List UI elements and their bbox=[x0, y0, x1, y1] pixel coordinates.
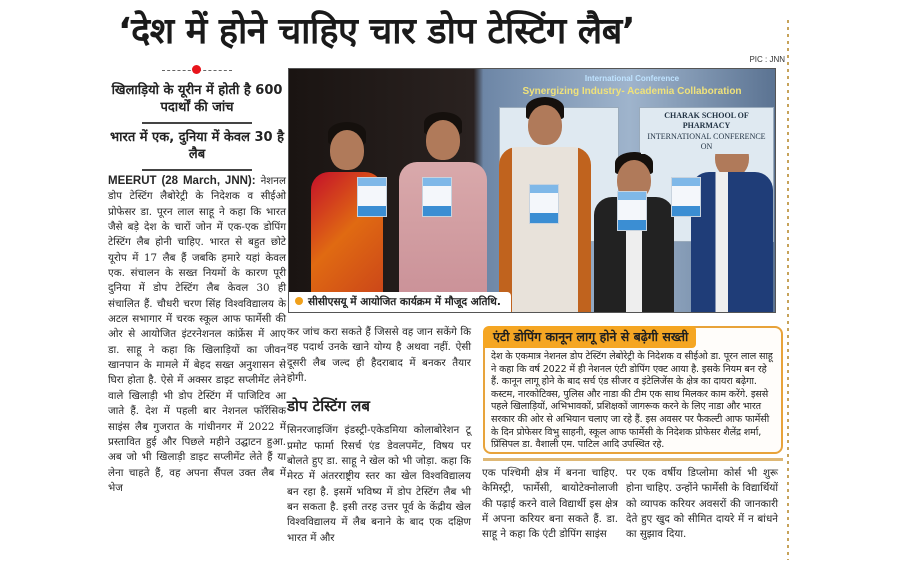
column-edge-rule bbox=[787, 20, 789, 560]
photo-board-label bbox=[641, 109, 772, 154]
left-body-text: नेशनल डोप टेस्टिंग लैबोरेट्री के निदेशक व सीईओ प्रोफेसर डा. पूरन लाल साहू ने कहा कि भारत जैसे बड़े देश के चारों जोन में एक-एक डोपिंग टेस्टिंग लैब होनी चाहिए. भारत से बहुत छोटे यूरोप में 17 लैब हैं जबकि हमारे यहां केवल एक. संचालन के सख्त नियमों के कारण पूरी दुनिया में डोप टेस्टिंग लैब केवल 30 ही संचालित हैं. चौधरी चरण सिंह विश्वविद्यालय के अटल सभागार में चरक स्कूल आफ फार्मेसी की ओर से आयोजित इंटरनेशनल कांफ्रेंस में आए डा. साहू ने कहा कि खिलाड़ियों का जीवन खानपान के मामले में बेहद सख्त अनुशासन से घिरा होता है. ऐसे में अक्सर डाइट सप्लीमेंट लेने वाले खिलाड़ी भी डोप टेस्टिंग में पाजिटिव आ जाते हैं. देश में पहली बार नेशनल फॉरेंसिक साइंस लैब गुजरात के गांधीनगर में 2022 में प्रस्तावित हुई और पिछले महीने उद्घाटन हुआ. अब जो भी खिलाड़ी डाइट सप्लीमेंट लेते हैं या लेना चाहते हैं, वह अपना सैंपल उक्त लैब में भेज bbox=[108, 175, 286, 494]
box-text: देश के एकमात्र नेशनल डोप टेस्टिंग लेबोरेट्री के निदेशक व सीईओ डा. पूरन लाल साहू ने कहा कि वर्ष 2022 में ही नेशनल एंटी डोपिंग एक्ट आया है. इसके नियम बन रहे हैं. कानून लागू होने के बाद सर्च एंड सीजर व इंटेलिजेंस के क्षेत्र का दायरा बढ़ेगा. कस्टम, नारकोटिक्स, पुलिस और नाडा की टीम एक साथ मिलकर काम करेंगे. इससे पहले खिलाड़ियों, अभिभावकों, प्रशिक्षकों जागरूक करने के लिए नाडा और भारत सरकार की ओर से अभियान चलाए जा रहे हैं. इस अवसर पर फैकल्टी आफ फार्मेसी के दिन प्रोफेसर विभु साहनी, स्कूल आफ फार्मेसी के निदेशक प्रोफेसर शैलेंद्र शर्मा, प्रिंसिपल डा. वैशाली एम. पाटिल आदि उपस्थित रहे. bbox=[491, 351, 773, 451]
highlight-1: खिलाड़ियो के यूरीन में होती है 600 पदार्थों की जांच bbox=[111, 83, 283, 115]
person-5 bbox=[691, 127, 773, 312]
person-4 bbox=[594, 152, 674, 312]
middle-column bbox=[287, 325, 471, 546]
photo-credit: PIC : JNN bbox=[749, 55, 785, 64]
event-photo bbox=[288, 68, 776, 313]
middle-body-2: सिनरजाइजिंग इंडस्ट्री-एकेडमिया कोलाबोरेशन टू प्रमोट फार्मा रिसर्च एंड डेवलपमेंट, विषय पर बोलते हुए डा. साहू ने खेल को भी जोड़ा. कहा कि मेरठ में अंतरराष्ट्रीय स्तर का खेल विश्वविद्यालय बन रहा है. इसमें भविष्य में डोप टेस्टिंग लैब भी बन सकता है. इसी तरह उत्तर पूर्व के केंद्रीय खेल विश्वविद्यालय में लैब बनाने के बाद एक दक्षिण भारत में और bbox=[287, 424, 471, 544]
middle-body-1: कर जांच करा सकते हैं जिससे वह जान सकेंगे कि वह पदार्थ उनके खाने योग्य है अथवा नहीं. ऐसी दूसरी लैब जल्द ही हैदराबाद में बनकर तैयार होगी. bbox=[287, 326, 471, 385]
box-bottom-rule bbox=[483, 458, 783, 461]
bottom-column-a: एक पश्चिमी क्षेत्र में बनना चाहिए. केमिस्ट्री, फार्मेसी, बायोटेक्नोलाजी की पढ़ाई करने वाले विद्यार्थी इस क्षेत्र में अपना करियर बना सकते हैं. डा. साहू ने कहा कि एंटी डोपिंग साइंस bbox=[482, 467, 618, 541]
highlight-rule bbox=[142, 122, 252, 124]
sidebar-box bbox=[483, 326, 783, 454]
person-1 bbox=[311, 122, 383, 312]
highlight-2: भारत में एक, दुनिया में केवल 30 है लैब bbox=[110, 130, 284, 162]
headline: ‘देश में होने चाहिए चार डोप टेस्टिंग लैब’ bbox=[118, 11, 635, 52]
bullet-icon bbox=[295, 297, 303, 305]
photo-caption: सीसीएसयू में आयोजित कार्यक्रम में मौजूद अतिथि. bbox=[289, 292, 511, 312]
left-column bbox=[108, 64, 286, 496]
dateline: MEERUT (28 March, JNN): bbox=[108, 175, 256, 187]
subheading: डोप टेस्टिंग लब bbox=[287, 397, 370, 416]
book-icon bbox=[422, 177, 452, 217]
red-dot-icon bbox=[192, 65, 201, 74]
box-title: एंटी डोपिंग कानून लागू होने से बढ़ेगी सख्ती bbox=[483, 326, 696, 348]
highlight-rule bbox=[142, 169, 252, 171]
left-body bbox=[108, 174, 286, 496]
book-icon bbox=[617, 191, 647, 231]
book-icon bbox=[671, 177, 701, 217]
photo-banner: International Conference Synergizing Industry- Academia Collaboration bbox=[522, 74, 742, 97]
bottom-column-b: पर एक वर्षीय डिप्लोमा कोर्स भी शुरू होना चाहिए. उन्होंने फार्मेसी के विद्यार्थियों को व्यापक करियर अवसरों की जानकारी देते हुए खुद को सीमित दायरे में न बांधने का सुझाव दिया. bbox=[626, 467, 778, 541]
board-subtitle: INTERNATIONAL CONFERENCE ON bbox=[647, 132, 766, 151]
ornament-divider bbox=[162, 64, 232, 76]
book-icon bbox=[529, 184, 559, 224]
book-icon bbox=[357, 177, 387, 217]
board-title: CHARAK SCHOOL OF PHARMACY bbox=[664, 111, 749, 130]
